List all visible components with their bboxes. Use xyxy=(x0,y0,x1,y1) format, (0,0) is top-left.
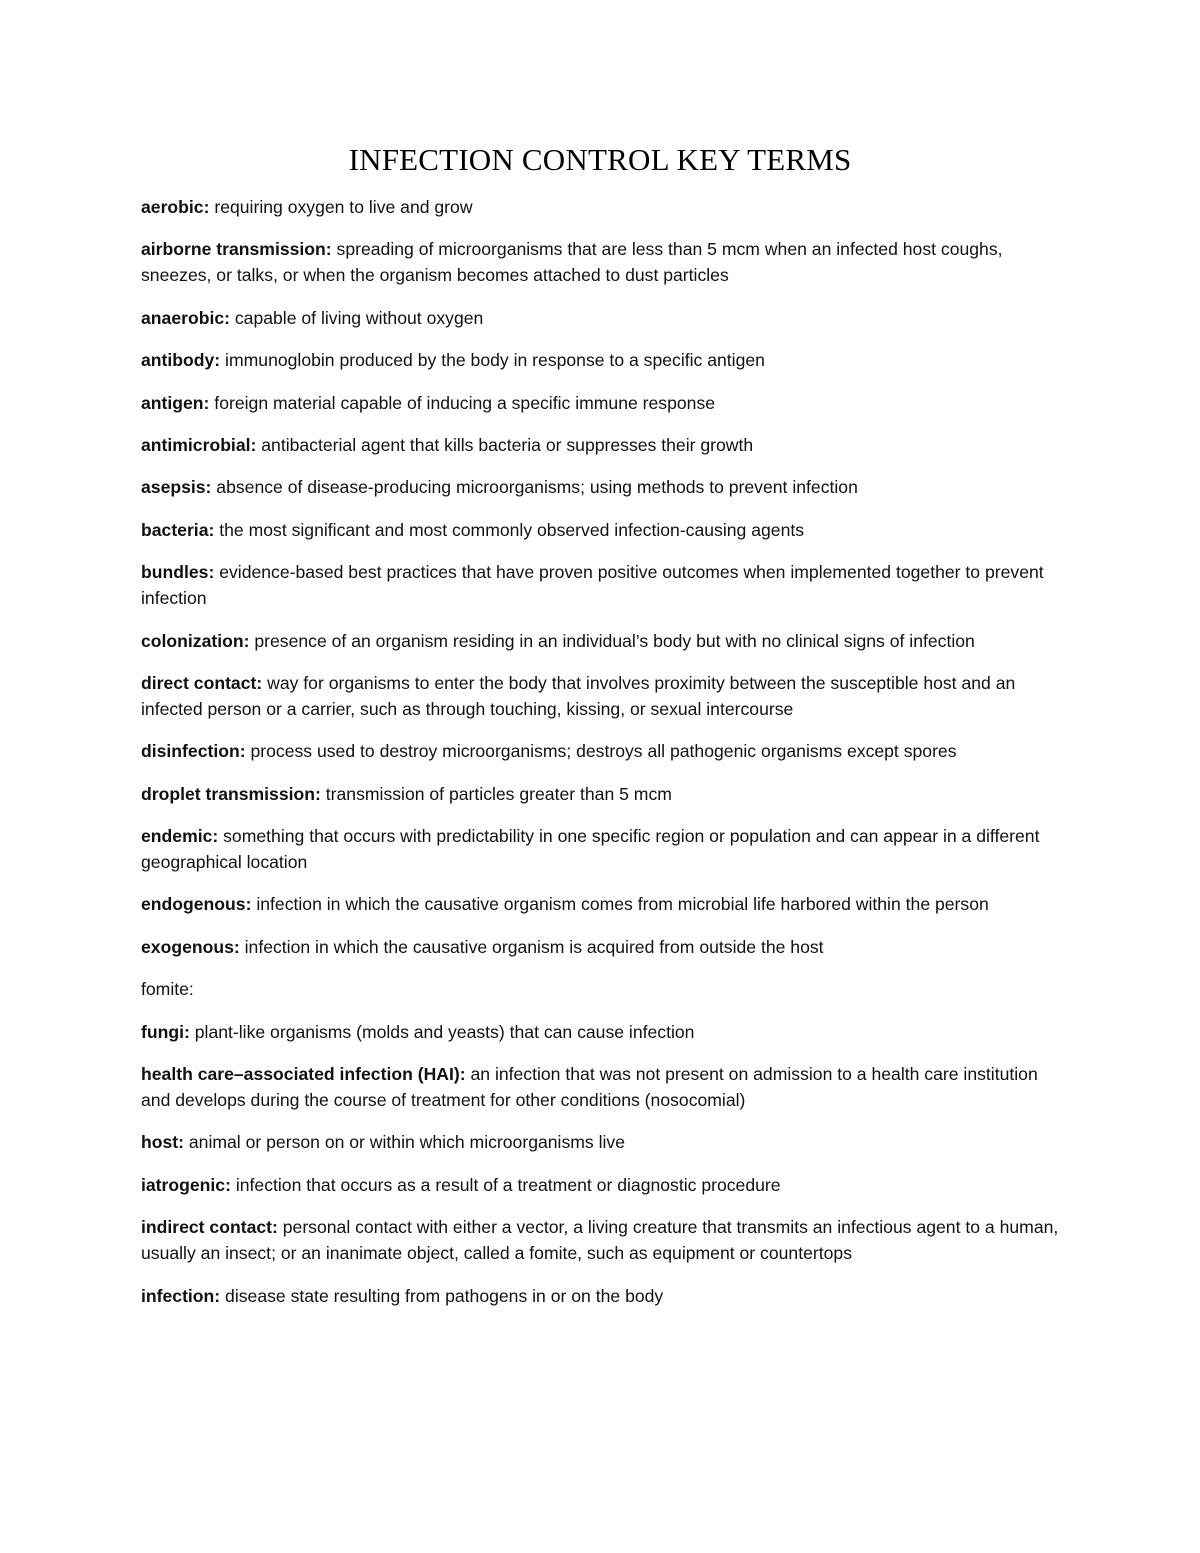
glossary-entry xyxy=(141,738,1061,764)
glossary-definition: antibacterial agent that kills bacteria or suppresses their growth xyxy=(256,434,754,455)
glossary-entry xyxy=(141,670,1061,722)
glossary-definition: personal contact with either a vector, a living creature that transmits an infectious agent to a human, usually an insect; or an inanimate object, called a fomite, such as equipment or countertops xyxy=(141,1217,1059,1264)
glossary-definition: the most significant and most commonly observed infection-causing agents xyxy=(214,519,805,540)
glossary-definition: an infection that was not present on admission to a health care institution and develops during the course of treatment for other conditions (nosocomial) xyxy=(141,1064,1038,1111)
glossary-definition: spreading of microorganisms that are less than 5 mcm when an infected host coughs, sneezes, or talks, or when the organism becomes attached to dust particles xyxy=(141,239,1003,286)
glossary-entry xyxy=(141,305,1061,331)
glossary-definition: disease state resulting from pathogens in or on the body xyxy=(220,1285,664,1306)
glossary-definition: process used to destroy microorganisms; destroys all pathogenic organisms except spores xyxy=(245,741,957,762)
glossary-term: infection: xyxy=(141,1285,221,1306)
glossary-definition: absence of disease-producing microorganisms; using methods to prevent infection xyxy=(211,477,858,498)
glossary-term: antigen: xyxy=(141,392,210,413)
glossary-entry xyxy=(141,474,1061,500)
glossary-entry xyxy=(141,194,1061,220)
glossary-definition: transmission of particles greater than 5 mcm xyxy=(320,783,672,804)
glossary-definition: evidence-based best practices that have proven positive outcomes when implemented together to prevent infection xyxy=(141,562,1044,609)
glossary-term: colonization: xyxy=(141,630,250,651)
glossary-term: disinfection: xyxy=(141,741,246,762)
glossary-entry xyxy=(141,628,1061,654)
glossary-term: iatrogenic: xyxy=(141,1174,231,1195)
glossary-definition: fomite: xyxy=(141,979,194,1000)
glossary-term: direct contact: xyxy=(141,672,263,693)
document-title: INFECTION CONTROL KEY TERMS xyxy=(348,142,852,177)
glossary-term: endogenous: xyxy=(141,894,252,915)
terms-list xyxy=(141,194,1061,1325)
glossary-term: fungi: xyxy=(141,1021,190,1042)
glossary-entry xyxy=(141,934,1061,960)
glossary-term: droplet transmission: xyxy=(141,783,321,804)
glossary-definition: infection that occurs as a result of a treatment or diagnostic procedure xyxy=(230,1174,781,1195)
glossary-definition: immunoglobin produced by the body in response to a specific antigen xyxy=(220,350,765,371)
glossary-term: asepsis: xyxy=(141,477,212,498)
glossary-entry xyxy=(141,347,1061,373)
glossary-term: bundles: xyxy=(141,562,215,583)
glossary-entry xyxy=(141,390,1061,416)
glossary-term: exogenous: xyxy=(141,936,240,957)
glossary-definition: presence of an organism residing in an individual’s body but with no clinical signs of infection xyxy=(249,630,975,651)
glossary-entry xyxy=(141,1214,1061,1266)
glossary-entry xyxy=(141,1172,1061,1198)
glossary-term: host: xyxy=(141,1132,184,1153)
glossary-term: antibody: xyxy=(141,350,221,371)
glossary-entry xyxy=(141,559,1061,611)
glossary-definition: infection in which the causative organism comes from microbial life harbored within the person xyxy=(251,894,989,915)
glossary-term: health care–associated infection (HAI): xyxy=(141,1064,466,1085)
glossary-term: anaerobic: xyxy=(141,307,230,328)
glossary-term: aerobic: xyxy=(141,197,210,217)
glossary-entry xyxy=(141,1019,1061,1045)
glossary-entry xyxy=(141,432,1061,458)
glossary-definition: way for organisms to enter the body that involves proximity between the susceptible host and an infected person or a carrier, such as through touching, kissing, or sexual intercourse xyxy=(141,672,1016,719)
glossary-entry xyxy=(141,1283,1061,1309)
glossary-entry xyxy=(141,517,1061,543)
glossary-term: airborne transmission: xyxy=(141,239,332,260)
glossary-entry xyxy=(141,1129,1061,1155)
glossary-definition: animal or person on or within which microorganisms live xyxy=(184,1132,625,1153)
glossary-entry xyxy=(141,976,1061,1002)
glossary-entry xyxy=(141,781,1061,807)
glossary-definition: requiring oxygen to live and grow xyxy=(209,197,473,217)
glossary-entry xyxy=(141,236,1061,288)
glossary-entry xyxy=(141,823,1061,875)
glossary-entry xyxy=(141,1061,1061,1113)
glossary-definition: infection in which the causative organism is acquired from outside the host xyxy=(239,936,824,957)
glossary-term: antimicrobial: xyxy=(141,434,257,455)
glossary-definition: plant-like organisms (molds and yeasts) that can cause infection xyxy=(189,1021,695,1042)
glossary-entry xyxy=(141,891,1061,917)
glossary-definition: capable of living without oxygen xyxy=(229,307,484,328)
glossary-definition: foreign material capable of inducing a specific immune response xyxy=(209,392,716,413)
glossary-term: indirect contact: xyxy=(141,1217,278,1238)
glossary-term: endemic: xyxy=(141,826,219,847)
glossary-term: bacteria: xyxy=(141,519,215,540)
glossary-definition: something that occurs with predictability in one specific region or population and can appear in a different geographical location xyxy=(141,826,1040,873)
